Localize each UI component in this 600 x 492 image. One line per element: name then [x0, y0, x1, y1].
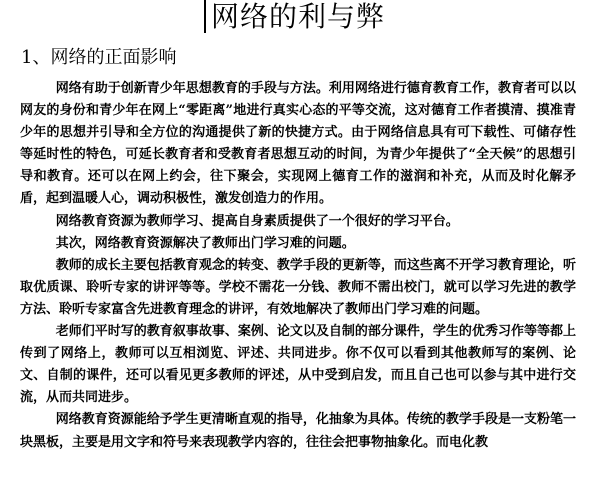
paragraph: 网络教育资源能给予学生更清晰直观的指导，化抽象为具体。传统的教学手段是一支粉笔一块黑板，主要是用文字和符号来表现教学内容的，往往会把事物抽象化。而电化教 — [20, 412, 576, 450]
paragraph: 其次，网络教育资源解决了教师出门学习难的问题。 — [55, 235, 355, 251]
document-body — [20, 78, 576, 453]
title-divider-bar — [204, 0, 206, 33]
section-heading: 1、网络的正面影响 — [21, 47, 177, 68]
title-area — [0, 0, 600, 38]
document-title: 网络的利与弊 — [211, 0, 386, 33]
paragraph: 网络教育资源为教师学习、提高自身素质提供了一个很好的学习平台。 — [55, 213, 459, 229]
paragraph: 老师们平时写的教育叙事故事、案例、论文以及自制的部分课件，学生的优秀习作等等都上传到了网络上，教师可以互相浏览、评述、共同进步。你不仅可以看到其他教师写的案例、论文、自制的课件，还可以看见更多教师的评述，从中受到启发，而且自己也可以参与其中进行交流，从而共同进步。 — [20, 324, 576, 406]
paragraph: 教师的成长主要包括教育观念的转变、教学手段的更新等，而这些离不开学习教育理论，听取优质课、聆听专家的讲评等等。学校不需花一分钱、教师不需出校门，就可以学习先进的教学方法、聆听专家富含先进教育理念的讲评，有效地解决了教师出门学习难的问题。 — [20, 257, 576, 317]
paragraph: 网络有助于创新青少年思想教育的手段与方法。利用网络进行德育教育工作，教育者可以以网友的身份和青少年在网上“零距离”地进行真实心态的平等交流，这对德育工作者摸清、摸准青少年的思想并引导和全方位的沟通提供了新的快捷方式。由于网络信息具有可下载性、可储存性等延时性的特色，可延长教育者和受教育者思想互动的时间，为青少年提供了“全天候”的思想引导和教育。还可以在网上约会，往下聚会，实现网上德育工作的滋润和补充，从而及时化解矛盾，起到温暖人心，调动积极性，激发创造力的作用。 — [20, 81, 576, 207]
